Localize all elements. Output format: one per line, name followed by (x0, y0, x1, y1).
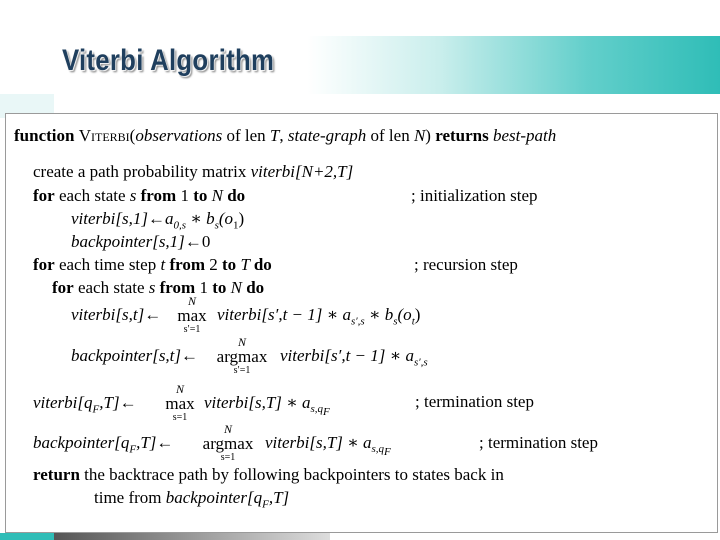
close-paren: ) (238, 209, 245, 228)
for-keyword: for (33, 186, 55, 205)
times-op: ∗ (186, 209, 207, 228)
to-value: N (207, 186, 228, 205)
op-top: N (237, 335, 246, 349)
termination-backpointer-lhs (33, 433, 173, 459)
op-top: N (175, 382, 184, 396)
of-len-text: of len (222, 126, 270, 145)
create-matrix-line (33, 162, 353, 182)
o-subscript: 1 (233, 219, 239, 232)
for-text: each time step (54, 255, 161, 274)
loop-var: t (160, 255, 166, 274)
b-arg: (o (218, 209, 234, 228)
param-state-graph: state-graph (287, 126, 367, 145)
op-bottom: s=1 (220, 452, 236, 463)
for-keyword: for (52, 278, 74, 297)
do-keyword: do (246, 278, 265, 297)
rhs-expr: viterbi[s′,t − 1] ∗ a (217, 305, 351, 324)
init-comment: ; initialization step (411, 186, 538, 205)
qF-subscript: F (262, 498, 269, 511)
o-subscript: t (411, 315, 415, 328)
time-from-text: time from (94, 488, 166, 507)
assign-arrow: ← (119, 393, 137, 412)
op-name: max (165, 394, 195, 413)
for-inner-line (52, 278, 264, 298)
index: [s,1] (115, 209, 148, 228)
b-subscript: s (393, 315, 398, 328)
recursion-comment: ; recursion step (414, 255, 518, 274)
termination-viterbi-lhs (33, 393, 137, 419)
backpointer-var: backpointer[q (165, 488, 263, 507)
from-value: 2 (205, 255, 223, 274)
index-tail: ,T] (136, 433, 157, 452)
op-top: N (187, 294, 196, 308)
termination-comment: ; termination step (415, 392, 534, 411)
to-keyword: to (222, 255, 237, 274)
termination-viterbi-rhs (204, 393, 330, 423)
termination-comment-2: ; termination step (479, 433, 598, 452)
argmax-operator (196, 423, 260, 463)
open-paren: ( (129, 126, 136, 145)
for-text: each state (54, 186, 130, 205)
slide-title: Viterbi Algorithm (62, 44, 275, 77)
from-keyword: from (155, 278, 196, 297)
backpointer-qF: backpointer[q (33, 433, 130, 452)
op-bottom: s′=1 (183, 324, 201, 335)
from-keyword: from (165, 255, 206, 274)
to-keyword: to (193, 186, 208, 205)
viterbi-matrix: viterbi[N+2,T] (250, 162, 354, 181)
loop-var: s (148, 278, 156, 297)
return-keyword: return (33, 465, 80, 484)
a-subscript: s′,s (350, 315, 365, 328)
a-var: a (165, 209, 174, 228)
for-recursion-line (33, 255, 272, 275)
assign-arrow: ← (181, 346, 199, 365)
assign-arrow: ← (156, 433, 174, 452)
rhs-expr: viterbi[s′,t − 1] ∗ a (280, 346, 414, 365)
op-bottom: s=1 (172, 412, 188, 423)
op-name: argmax (216, 347, 268, 366)
assign-arrow: ← (148, 209, 165, 228)
to-value: N (226, 278, 247, 297)
recursion-backpointer-lhs (71, 346, 198, 366)
op-name: max (177, 306, 207, 325)
function-name: Viterbi (78, 126, 130, 145)
return-text: the backtrace path by following backpointers to states back in (79, 465, 504, 484)
max-operator (160, 383, 200, 423)
backpointer-st: backpointer[s,t] (71, 346, 182, 365)
F-subscript: F (384, 446, 391, 459)
for-text: each state (73, 278, 149, 297)
return-value: best-path (492, 126, 557, 145)
return-continuation-line (94, 488, 289, 514)
backpointer-var: backpointer (71, 232, 153, 251)
for-keyword: for (33, 255, 55, 274)
termination-backpointer-rhs (265, 433, 391, 463)
from-value: 1 (195, 278, 213, 297)
b-arg: (o (397, 305, 412, 324)
from-value: 1 (176, 186, 194, 205)
algorithm-header (14, 126, 556, 146)
index-tail: ,T] (99, 393, 120, 412)
recursion-viterbi-lhs (71, 305, 161, 325)
F-subscript: F (323, 406, 330, 419)
a-subscript: 0,s (173, 219, 187, 232)
rhs-expr: viterbi[s,T] ∗ a (265, 433, 372, 452)
function-keyword: function (14, 126, 75, 145)
recursion-viterbi-rhs (217, 305, 420, 331)
a-subscript: s,q (310, 403, 324, 416)
param-T: T (269, 126, 280, 145)
index-tail: ,T] (268, 488, 290, 507)
argmax-operator (210, 336, 274, 376)
param-N: N (413, 126, 426, 145)
recursion-backpointer-rhs (280, 346, 428, 372)
op-name: argmax (202, 434, 254, 453)
b-var: b (206, 209, 215, 228)
bottom-accent-gradient (54, 533, 330, 540)
a-subscript: s′,s (413, 356, 428, 369)
viterbi-st: viterbi[s,t] (71, 305, 145, 324)
b-subscript: s (214, 219, 219, 232)
assign-arrow: ← (144, 305, 162, 324)
do-keyword: do (253, 255, 272, 274)
rhs-expr: viterbi[s,T] ∗ a (204, 393, 311, 412)
param-observations: observations (135, 126, 223, 145)
a-subscript: s,q (371, 443, 385, 456)
op-top: N (223, 422, 232, 436)
init-backpointer-line (71, 232, 210, 252)
create-text: create a path probability matrix (33, 162, 251, 181)
close-paren: ) (414, 305, 421, 324)
for-init-line (33, 186, 245, 206)
from-keyword: from (136, 186, 177, 205)
to-value: T (236, 255, 254, 274)
viterbi-qF: viterbi[q (33, 393, 93, 412)
bottom-accent-teal (0, 533, 54, 540)
b-var: ∗ b (364, 305, 394, 324)
do-keyword: do (227, 186, 246, 205)
qF-subscript: F (129, 443, 137, 456)
zero-value: 0 (201, 232, 211, 251)
max-operator (172, 295, 212, 335)
of-len-text: of len (366, 126, 414, 145)
qF-subscript: F (92, 403, 100, 416)
return-line (33, 465, 504, 485)
returns-keyword: returns (435, 126, 489, 145)
index: [s,1] (152, 232, 185, 251)
comma: , (279, 126, 288, 145)
viterbi-var: viterbi (71, 209, 116, 228)
close-paren: ) (425, 126, 436, 145)
to-keyword: to (212, 278, 227, 297)
loop-var: s (129, 186, 137, 205)
assign-arrow: ← (184, 232, 202, 251)
op-bottom: s′=1 (233, 365, 251, 376)
